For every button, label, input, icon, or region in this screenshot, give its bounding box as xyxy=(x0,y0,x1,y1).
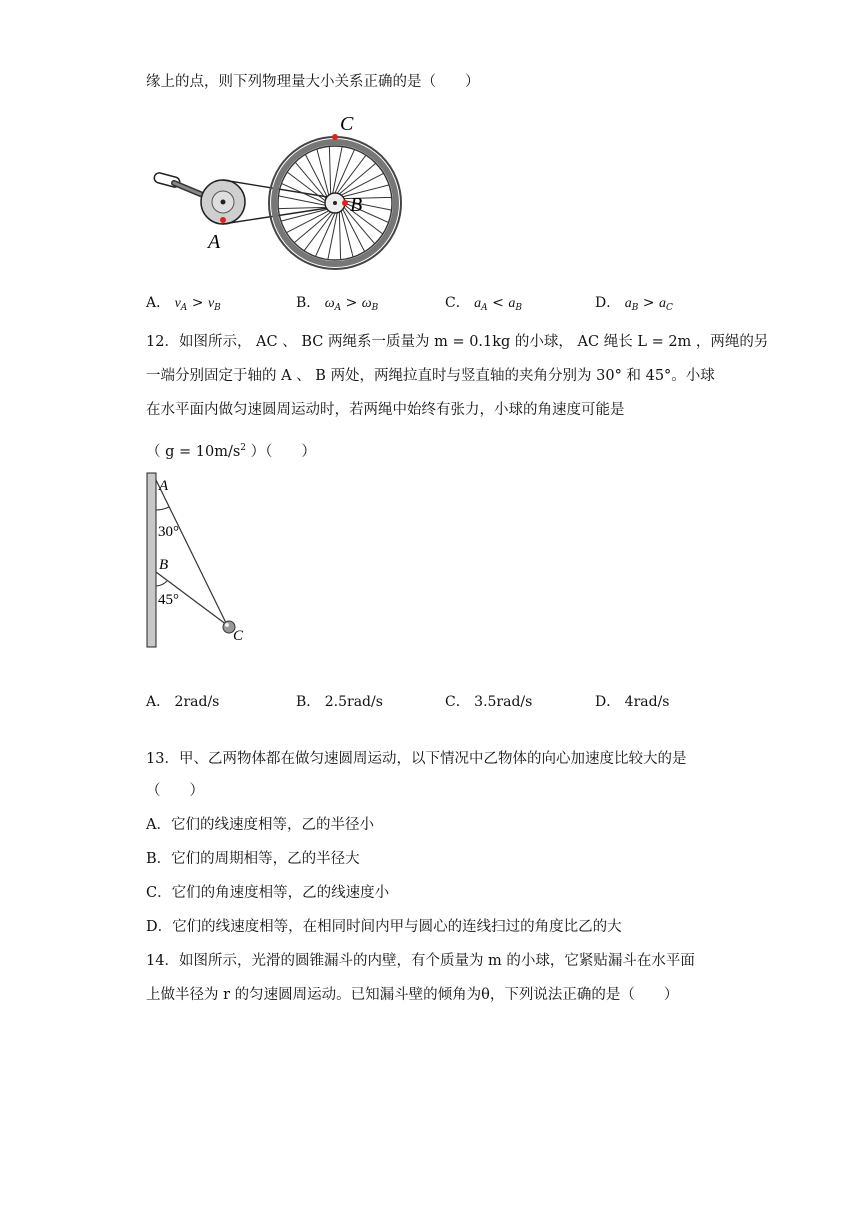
q13-option-a[interactable]: A．它们的线速度相等，乙的半径小 xyxy=(146,817,374,833)
q12-option-b[interactable]: B． 2.5rad/s xyxy=(296,694,383,710)
q12-option-c[interactable]: C． 3.5rad/s xyxy=(445,694,533,710)
option-rsub: B xyxy=(214,303,221,313)
q12-line-4-post: ）（ ） xyxy=(246,444,316,460)
q12-line-1: 12．如图所示， AC 、 BC 两绳系一质量为 m = 0.1kg 的小球， AC 绳长 L = 2m ，两绳的另 xyxy=(146,334,769,350)
wheel-spoke xyxy=(315,213,335,257)
point-a-dot xyxy=(220,217,226,223)
q11-option-d[interactable] xyxy=(595,293,673,318)
option-letter: D． xyxy=(595,295,621,311)
wheel-spoke xyxy=(339,212,340,260)
point-c-dot xyxy=(332,134,338,140)
option-op: < xyxy=(487,295,509,311)
wheel-spoke xyxy=(337,155,366,193)
option-lhs: v xyxy=(174,296,181,311)
label-b: B xyxy=(159,557,169,573)
option-rsub: B xyxy=(371,303,379,313)
option-lhs: a xyxy=(624,296,632,311)
option-rhs: a xyxy=(658,296,666,311)
option-rhs: a xyxy=(508,296,516,311)
vertical-axis xyxy=(147,473,156,647)
q12-option-d[interactable]: D． 4rad/s xyxy=(595,694,670,710)
q11-stem-tail: 缘上的点，则下列物理量大小关系正确的是（ ） xyxy=(146,74,480,90)
wheel-spoke xyxy=(333,146,342,193)
q13-line-2: （ ） xyxy=(146,783,204,799)
angle-arc-30 xyxy=(156,507,169,510)
label-angle-45: 45° xyxy=(158,592,179,608)
q11-option-b[interactable] xyxy=(296,293,378,318)
wheel-spoke xyxy=(329,146,330,194)
pedal-crank xyxy=(153,172,210,198)
option-letter: A． xyxy=(146,295,171,311)
option-rsub: C xyxy=(665,303,673,313)
q11-option-a[interactable] xyxy=(146,293,221,318)
q13-line-1: 13．甲、乙两物体都在做匀速圆周运动，以下情况中乙物体的向心加速度比较大的是 xyxy=(146,751,687,767)
label-c: C xyxy=(233,628,244,644)
wheel-spoke xyxy=(328,213,337,260)
wheel-spoke xyxy=(287,172,325,201)
angle-arc-45 xyxy=(156,581,167,586)
q13-option-d[interactable]: D．它们的线速度相等，在相同时间内甲与圆心的连线扫过的角度比乙的大 xyxy=(146,919,622,935)
option-letter: B． xyxy=(296,295,321,311)
option-lsub: A xyxy=(180,303,188,313)
option-rhs: v xyxy=(207,296,215,311)
q12-line-3: 在水平面内做匀速圆周运动时，若两绳中始终有张力，小球的角速度可能是 xyxy=(146,402,625,418)
q13-option-b[interactable]: B．它们的周期相等，乙的半径大 xyxy=(146,851,360,867)
q14-line-2: 上做半径为 r 的匀速圆周运动。已知漏斗壁的倾角为θ，下列说法正确的是（ ） xyxy=(146,987,679,1003)
bicycle-drive-figure xyxy=(150,105,410,275)
option-lhs: ω xyxy=(324,296,335,311)
rear-wheel xyxy=(269,137,401,269)
option-lhs: a xyxy=(474,296,482,311)
q12-line-4 xyxy=(146,438,316,462)
q12-line-4-sup: 2 xyxy=(240,443,247,453)
label-a: A xyxy=(208,231,221,253)
label-angle-30: 30° xyxy=(158,524,179,540)
wheel-spoke xyxy=(335,149,355,193)
label-b: B xyxy=(350,194,363,216)
q13-option-c[interactable]: C．它们的角速度相等，乙的线速度小 xyxy=(146,885,390,901)
q12-line-4-pre: （ g = 10m/s xyxy=(146,444,241,460)
wheel-spoke xyxy=(281,183,325,203)
option-lsub: A xyxy=(481,303,488,313)
point-b-dot xyxy=(342,200,348,206)
option-op: > xyxy=(187,295,208,311)
wheel-spoke xyxy=(304,213,333,251)
q14-line-1: 14．如图所示，光滑的圆锥漏斗的内壁，有个质量为 m 的小球，它紧贴漏斗在水平面 xyxy=(146,953,695,969)
option-letter: C． xyxy=(445,295,470,311)
wheel-spoke xyxy=(278,207,326,208)
q11-option-c[interactable] xyxy=(445,293,522,318)
option-op: > xyxy=(638,295,659,311)
option-rhs: ω xyxy=(361,296,372,311)
label-c: C xyxy=(340,113,354,135)
label-a: A xyxy=(159,478,169,494)
wheel-spoke xyxy=(278,196,325,205)
option-op: > xyxy=(341,295,362,311)
option-lsub: B xyxy=(631,303,639,313)
axis-strings-figure xyxy=(140,468,260,653)
option-rsub: B xyxy=(515,303,522,313)
q12-option-a[interactable]: A． 2rad/s xyxy=(146,694,220,710)
q12-line-2: 一端分别固定于轴的 A 、 B 两处，两绳拉直时与竖直轴的夹角分别为 30° 和 45°。小球 xyxy=(146,368,715,384)
option-lsub: A xyxy=(334,303,342,313)
